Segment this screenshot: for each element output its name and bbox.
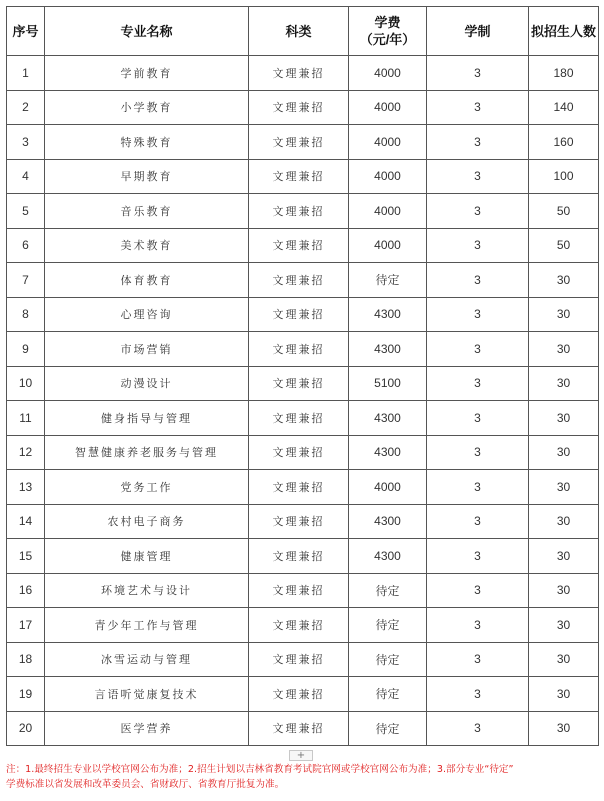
table-row: [7, 608, 599, 643]
cell-major: 青少年工作与管理: [45, 608, 249, 643]
cell-enrollment: 30: [529, 332, 599, 367]
cell-major: 心理咨询: [45, 297, 249, 332]
cell-system: 3: [427, 711, 529, 746]
cell-major: 言语听觉康复技术: [45, 677, 249, 712]
cell-enrollment: 30: [529, 470, 599, 505]
cell-system: 3: [427, 366, 529, 401]
cell-category: 文理兼招: [249, 470, 349, 505]
cell-major: 动漫设计: [45, 366, 249, 401]
table-row: [7, 194, 599, 229]
cell-seq: 9: [7, 332, 45, 367]
cell-category: 文理兼招: [249, 263, 349, 298]
cell-system: 3: [427, 56, 529, 91]
footnote-line-2: 学费标准以省发展和改革委员会、省财政厅、省教育厅批复为准。: [6, 779, 285, 790]
cell-seq: 2: [7, 90, 45, 125]
cell-seq: 6: [7, 228, 45, 263]
cell-major: 早期教育: [45, 159, 249, 194]
cell-seq: 4: [7, 159, 45, 194]
cell-system: 3: [427, 573, 529, 608]
table-row: [7, 642, 599, 677]
header-seq: 序号: [7, 7, 45, 56]
cell-category: 文理兼招: [249, 159, 349, 194]
cell-fee: 5100: [349, 366, 427, 401]
cell-enrollment: 30: [529, 504, 599, 539]
cell-system: 3: [427, 401, 529, 436]
cell-category: 文理兼招: [249, 677, 349, 712]
cell-system: 3: [427, 90, 529, 125]
header-system: 学制: [427, 7, 529, 56]
cell-enrollment: 30: [529, 366, 599, 401]
cell-category: 文理兼招: [249, 366, 349, 401]
cell-major: 特殊教育: [45, 125, 249, 160]
cell-category: 文理兼招: [249, 711, 349, 746]
enrollment-table-wrapper: [6, 6, 598, 746]
cell-system: 3: [427, 263, 529, 298]
table-row: [7, 677, 599, 712]
table-body: [7, 56, 599, 746]
table-row: [7, 263, 599, 298]
cell-system: 3: [427, 539, 529, 574]
cell-major: 健身指导与管理: [45, 401, 249, 436]
cell-enrollment: 30: [529, 297, 599, 332]
cell-enrollment: 30: [529, 608, 599, 643]
cell-major: 智慧健康养老服务与管理: [45, 435, 249, 470]
cell-system: 3: [427, 332, 529, 367]
cell-category: 文理兼招: [249, 539, 349, 574]
cell-system: 3: [427, 159, 529, 194]
cell-enrollment: 160: [529, 125, 599, 160]
table-row: [7, 228, 599, 263]
cell-major: 市场营销: [45, 332, 249, 367]
cell-fee: 4000: [349, 470, 427, 505]
cell-seq: 10: [7, 366, 45, 401]
table-row: [7, 159, 599, 194]
cell-category: 文理兼招: [249, 642, 349, 677]
cell-fee: 待定: [349, 263, 427, 298]
cell-major: 农村电子商务: [45, 504, 249, 539]
cell-major: 环境艺术与设计: [45, 573, 249, 608]
cell-seq: 11: [7, 401, 45, 436]
cell-seq: 15: [7, 539, 45, 574]
cell-fee: 待定: [349, 608, 427, 643]
cell-enrollment: 180: [529, 56, 599, 91]
header-fee-line1: 学费: [374, 15, 401, 30]
cell-system: 3: [427, 125, 529, 160]
cell-fee: 4000: [349, 194, 427, 229]
cell-major: 健康管理: [45, 539, 249, 574]
cell-system: 3: [427, 297, 529, 332]
cell-category: 文理兼招: [249, 194, 349, 229]
cell-major: 医学营养: [45, 711, 249, 746]
cell-enrollment: 30: [529, 642, 599, 677]
cell-seq: 1: [7, 56, 45, 91]
cell-enrollment: 30: [529, 401, 599, 436]
cell-category: 文理兼招: [249, 573, 349, 608]
enrollment-table: [6, 6, 599, 746]
cell-category: 文理兼招: [249, 125, 349, 160]
cell-enrollment: 30: [529, 573, 599, 608]
cell-category: 文理兼招: [249, 608, 349, 643]
table-row: [7, 711, 599, 746]
header-fee-line2: （元/年）: [359, 32, 416, 47]
cell-fee: 4300: [349, 401, 427, 436]
cell-system: 3: [427, 608, 529, 643]
cell-seq: 8: [7, 297, 45, 332]
table-row: [7, 125, 599, 160]
cell-seq: 3: [7, 125, 45, 160]
cell-fee: 4300: [349, 539, 427, 574]
cell-system: 3: [427, 642, 529, 677]
cell-major: 党务工作: [45, 470, 249, 505]
cell-major: 小学教育: [45, 90, 249, 125]
cell-seq: 5: [7, 194, 45, 229]
cell-enrollment: 30: [529, 263, 599, 298]
cell-fee: 4000: [349, 56, 427, 91]
table-row: [7, 470, 599, 505]
cell-seq: 12: [7, 435, 45, 470]
table-row: [7, 401, 599, 436]
cell-major: 学前教育: [45, 56, 249, 91]
cell-major: 音乐教育: [45, 194, 249, 229]
cell-seq: 14: [7, 504, 45, 539]
cell-system: 3: [427, 504, 529, 539]
cell-enrollment: 100: [529, 159, 599, 194]
cell-enrollment: 30: [529, 435, 599, 470]
footnote-line-1: 注：1.最终招生专业以学校官网公布为准；2.招生计划以吉林省教育考试院官网或学校官网公布为准；3.部分专业“待定”: [6, 764, 514, 775]
cell-category: 文理兼招: [249, 297, 349, 332]
cell-seq: 7: [7, 263, 45, 298]
cell-category: 文理兼招: [249, 401, 349, 436]
cell-seq: 18: [7, 642, 45, 677]
cell-major: 冰雪运动与管理: [45, 642, 249, 677]
cell-enrollment: 140: [529, 90, 599, 125]
cell-fee: 4300: [349, 435, 427, 470]
cell-seq: 13: [7, 470, 45, 505]
cell-category: 文理兼招: [249, 56, 349, 91]
cell-major: 美术教育: [45, 228, 249, 263]
header-major: 专业名称: [45, 7, 249, 56]
cell-system: 3: [427, 677, 529, 712]
table-row: [7, 56, 599, 91]
cell-fee: 4000: [349, 90, 427, 125]
cell-fee: 待定: [349, 711, 427, 746]
cell-enrollment: 50: [529, 194, 599, 229]
cell-category: 文理兼招: [249, 228, 349, 263]
cell-fee: 待定: [349, 677, 427, 712]
cell-system: 3: [427, 194, 529, 229]
cell-fee: 待定: [349, 642, 427, 677]
cell-major: 体育教育: [45, 263, 249, 298]
cell-fee: 4300: [349, 504, 427, 539]
cell-category: 文理兼招: [249, 504, 349, 539]
table-row: [7, 332, 599, 367]
table-header: [7, 7, 599, 56]
cell-system: 3: [427, 470, 529, 505]
cell-enrollment: 30: [529, 711, 599, 746]
cell-fee: 4000: [349, 228, 427, 263]
table-row: [7, 573, 599, 608]
cell-fee: 4300: [349, 332, 427, 367]
table-row: [7, 366, 599, 401]
header-enrollment: 拟招生人数: [529, 7, 599, 56]
table-row: [7, 504, 599, 539]
cell-seq: 17: [7, 608, 45, 643]
cell-fee: 4000: [349, 159, 427, 194]
cell-seq: 16: [7, 573, 45, 608]
table-row: [7, 435, 599, 470]
cell-category: 文理兼招: [249, 90, 349, 125]
table-row: [7, 539, 599, 574]
table-row: [7, 297, 599, 332]
header-category: 科类: [249, 7, 349, 56]
cell-enrollment: 30: [529, 677, 599, 712]
footnote: [6, 762, 600, 792]
cell-category: 文理兼招: [249, 435, 349, 470]
cell-fee: 4000: [349, 125, 427, 160]
cell-category: 文理兼招: [249, 332, 349, 367]
cell-fee: 待定: [349, 573, 427, 608]
cell-system: 3: [427, 228, 529, 263]
header-row: [7, 7, 599, 56]
cell-system: 3: [427, 435, 529, 470]
cell-seq: 19: [7, 677, 45, 712]
cell-seq: 20: [7, 711, 45, 746]
cell-enrollment: 50: [529, 228, 599, 263]
table-row: [7, 90, 599, 125]
table-resize-handle[interactable]: +: [289, 750, 313, 761]
cell-fee: 4300: [349, 297, 427, 332]
header-fee: [349, 7, 427, 56]
cell-enrollment: 30: [529, 539, 599, 574]
